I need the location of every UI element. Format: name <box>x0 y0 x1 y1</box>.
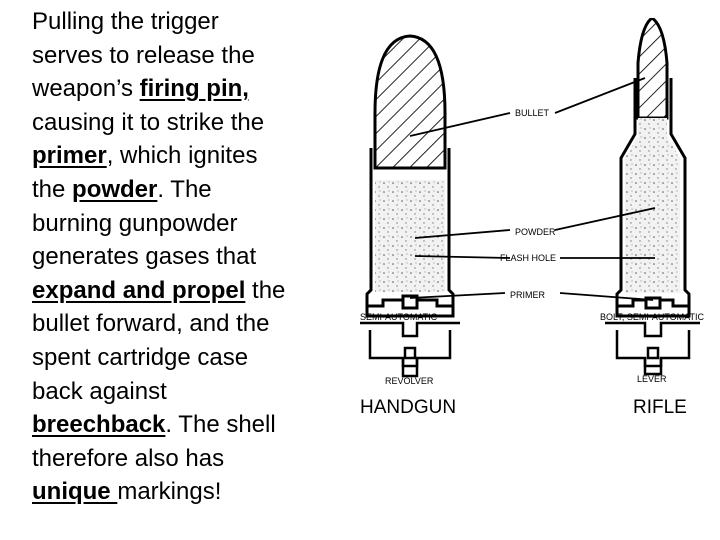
semi-automatic-label: SEMI-AUTOMATIC <box>360 312 438 322</box>
handgun-bullet <box>375 36 445 168</box>
revolver-label: REVOLVER <box>385 376 434 386</box>
text-line: primer, which ignites <box>32 142 258 170</box>
handgun-label: HANDGUN <box>360 397 457 418</box>
text-line: spent cartridge case <box>32 343 249 371</box>
text-line: expand and propel the <box>32 276 286 304</box>
handgun-breech-sketches <box>360 323 460 376</box>
powder-term: powder <box>72 175 158 203</box>
rifle-bullet <box>638 18 667 118</box>
text-line: generates gases that <box>32 243 257 271</box>
rifle-breech-sketches <box>605 323 700 374</box>
text-line: unique markings! <box>32 478 222 506</box>
lever-label: LEVER <box>637 374 667 384</box>
text-line: breechback. The shell <box>32 411 276 439</box>
text-line: therefore also has <box>32 444 225 472</box>
primer-term: primer <box>32 142 107 170</box>
explanation-text <box>32 5 352 509</box>
firing-pin-term: firing pin, <box>139 75 249 103</box>
breechback-term: breechback <box>32 411 166 439</box>
unique-term: unique <box>32 478 118 506</box>
bullet-label: BULLET <box>515 108 550 118</box>
rifle-cartridge <box>617 18 689 316</box>
powder-label: POWDER <box>515 227 556 237</box>
cartridge-diagram <box>355 18 705 428</box>
text-line: weapon’s firing pin, <box>32 75 249 103</box>
rifle-label: RIFLE <box>633 397 687 418</box>
text-line: serves to release the <box>32 41 255 69</box>
text-line: causing it to strike the <box>32 108 265 136</box>
text-line: back against <box>32 377 167 405</box>
expand-propel-term: expand and propel <box>32 276 246 304</box>
text-line: the powder. The <box>32 175 212 203</box>
bolt-semi-automatic-label: BOLT, SEMI-AUTOMATIC <box>600 312 705 322</box>
text-line: burning gunpowder <box>32 209 238 237</box>
primer-label: PRIMER <box>510 290 546 300</box>
handgun-cartridge <box>367 36 453 316</box>
rifle-powder <box>625 118 680 293</box>
text-line: Pulling the trigger <box>32 8 219 35</box>
text-line: bullet forward, and the <box>32 310 270 338</box>
flash-hole-label: FLASH HOLE <box>500 253 557 263</box>
